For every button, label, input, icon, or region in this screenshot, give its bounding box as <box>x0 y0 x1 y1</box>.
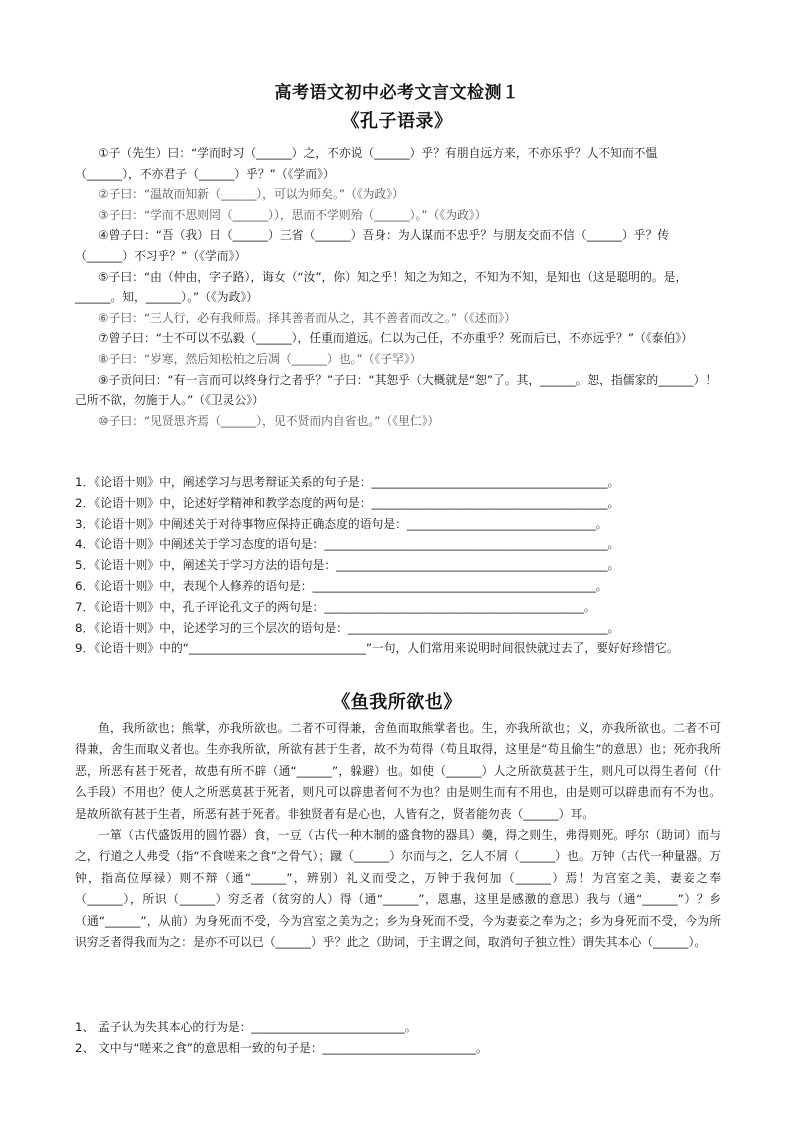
lunyu-questions <box>75 472 721 659</box>
question-item: 9．《论语十则》中的“______________________________”一句，人们常用来说明时间很快就过去了，要好好珍惜它。 <box>75 641 679 656</box>
essay-paragraph: 鱼，我所欲也；熊掌，亦我所欲也。二者不可得兼，舍鱼而取熊掌者也。生，亦我所欲也；义，亦我所欲也。二者不可得兼，舍生而取义者也。生亦我所欲，所欲有甚于生者，故不为苟得（苟且取得，这里是“苟且偷生”的意思）也；死亦我所恶，所恶有甚于死者，故患有所不辟（通“______”，躲避）也。如使（______）人之所欲莫甚于生，则凡可以得生者何（什么手段）不用也？使人之所恶莫甚于死者，则凡可以辟患者何不为也？由是则生而有不用也，由是则可以辟患而有不为也。是故所欲有甚于生者，所恶有甚于死者。非独贤者有是心也，人皆有之，贤者能勿丧（______）耳。 <box>75 721 721 821</box>
question-item: 4．《论语十则》中阐述关于学习态度的语句是：________________________________________________。 <box>75 537 620 552</box>
question-item: 1、 孟子认为失其本心的行为是：__________________________。 <box>75 1020 417 1034</box>
lunyu-quotes <box>75 143 721 431</box>
yuwo-questions <box>75 1017 721 1059</box>
question-item: 2、 文中与“嗟来之食”的意思相一致的句子是：__________________________。 <box>75 1041 488 1055</box>
question-item: 1．《论语十则》中，阐述学习与思考辩证关系的句子是：________________________________________。 <box>75 475 620 489</box>
yuwo-text <box>75 718 721 953</box>
quote-item: ⑧子曰：“岁寒，然后知松柏之后凋（______）也。”（《子罕》） <box>98 351 422 366</box>
question-item: 3．《论语十则》中阐述关于对待事物应保持正确态度的语句是：________________________________。 <box>75 516 608 531</box>
question-item: 7．《论语十则》中，孔子评论孔文子的两句是：____________________________________________。 <box>75 599 596 614</box>
quote-item: ⑦曾子曰：“士不可以不弘毅（______），任重而道远。仁以为己任，不亦重乎？死而后已，不亦远乎？”（《泰伯》） <box>98 331 693 346</box>
question-item: 8．《论语十则》中，论述学习的三个层次的语句是：____________________________________________。 <box>75 620 620 635</box>
quote-item: ⑥子曰：“三人行，必有我师焉。择其善者而从之，其不善者而改之。”（《述而》） <box>98 310 516 325</box>
quote-item: ③子曰：“学而不思则罔（______）），思而不学则殆（______）。”（《为政》） <box>98 207 487 222</box>
quote-item: ⑩子曰：“见贤思齐焉（______），见不贤而内自省也。”（《里仁》） <box>98 413 440 428</box>
essay-paragraph: 一箪（古代盛饭用的圆竹器）食，一豆（古代一种木制的盛食物的器具）羹，得之则生，弗得则死。呼尔（助词）而与之，行道之人弗受（指“不食嗟来之食”之骨气）；蹴（______）尔而与之，乞人不屑（______）也。万钟（古代一种量器。万钟，指高位厚禄）则不辩（通“______”，辨别）礼义而受之，万钟于我何加（______）焉！为宫室之美，妻妾之奉（______），所识（______）穷乏者（贫穷的人）得（通“______”，恩惠，这里是感激的意思）我与（通“______”）？乡（通“______”，从前）为身死而不受，今为宫室之美为之；乡为身死而不受，今为妻妾之奉为之；乡为身死而不受，今为所识穷乏者得我而为之：是亦不可以已（______）乎？此之（助词，于主谓之间，取消句子独立性）谓失其本心（______）。 <box>75 828 721 950</box>
quote-item: ①子（先生）曰：“学而时习（______）之，不亦说（______）乎？有朋自远方来，不亦乐乎？人不知而不愠（______），不亦君子（______）乎？”（《学而》） <box>75 146 658 181</box>
quote-item: ⑨子贡问曰：“有一言而可以终身行之者乎？”子曰：“其恕乎（大概就是“恕”了。其，______。恕，指儒家的______）！己所不欲，勿施于人。”（《卫灵公》） <box>75 372 718 408</box>
section-title-lunyu: 《孔子语录》 <box>341 111 453 132</box>
quote-item: ④曾子曰：“吾（我）日（______）三省（______）吾身：为人谋而不忠乎？与朋友交而不信（______）乎？传（______）不习乎？”（《学而》） <box>75 228 670 263</box>
document-title: 高考语文初中必考文言文检测１ <box>274 83 520 103</box>
question-item: 2．《论语十则》中，论述好学精神和教学态度的两句是：________________________________________。 <box>75 495 620 510</box>
quote-item: ②子曰：“温故而知新（______），可以为师矣。”（《为政》） <box>98 187 404 202</box>
quote-item: ⑤子曰：“由（仲由，字子路），诲女（“汝”，你）知之乎！知之为知之，不知为不知，是知也（这是聪明的。是，______。知，______）。”（《为政》） <box>75 269 688 305</box>
section-title-yuwo: 《鱼我所欲也》 <box>332 692 462 713</box>
question-item: 5．《论语十则》中，阐述关于学习方法的语句是：______________________________________________。 <box>75 558 620 573</box>
question-item: 6．《论语十则》中，表现个人修养的语句是：________________________________________________。 <box>75 578 608 593</box>
